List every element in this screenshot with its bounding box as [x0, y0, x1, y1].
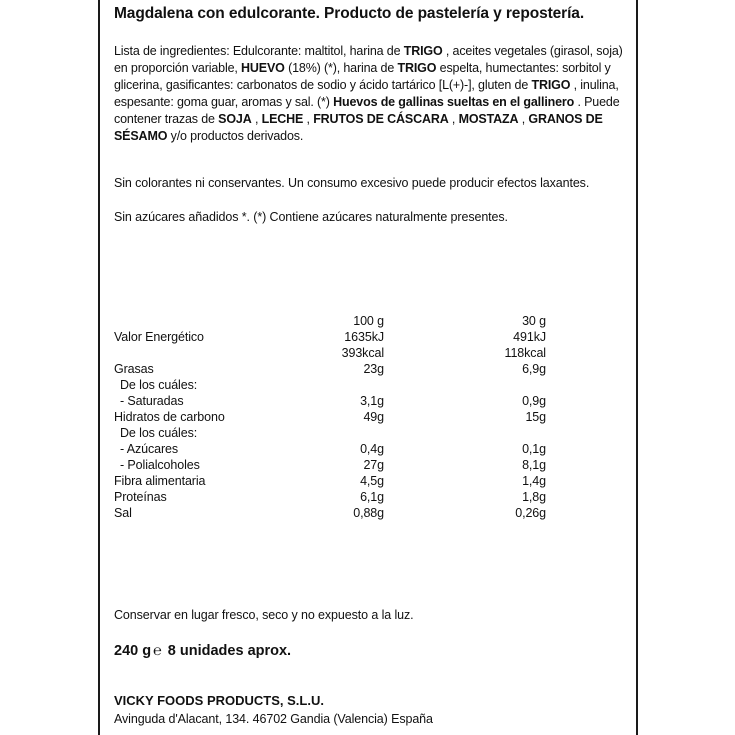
nutrient-label: De los cuáles: — [120, 378, 198, 392]
weight-value: 240 g — [114, 643, 152, 659]
nutrient-label: Sal — [114, 506, 132, 520]
ingredients-text: (18%) (*), harina de — [284, 61, 398, 75]
value-100g: 4,5g — [360, 474, 384, 488]
trace-soja: SOJA — [218, 112, 252, 126]
nutrition-row — [114, 345, 624, 361]
net-weight — [114, 642, 291, 660]
value-100g: 49g — [363, 410, 384, 424]
nutrition-row — [114, 441, 624, 457]
value-30g: 1,8g — [522, 490, 546, 504]
value-100g: 3,1g — [360, 394, 384, 408]
nutrition-row — [114, 473, 624, 489]
storage-instructions: Conservar en lugar fresco, seco y no expuesto a la luz. — [114, 608, 414, 622]
value-100g: 27g — [363, 458, 384, 472]
value-30g: 15g — [525, 410, 546, 424]
nutrition-row — [114, 457, 624, 473]
nutrient-label: Valor Energético — [114, 330, 204, 344]
value-30g: 0,1g — [522, 442, 546, 456]
unit-count: 8 unidades aprox. — [167, 643, 292, 659]
ingredients-list — [114, 43, 624, 145]
allergen-trigo: TRIGO — [397, 61, 437, 75]
nutrient-label: Grasas — [114, 362, 154, 376]
value-30g: 491kJ — [513, 330, 546, 344]
no-additives-note: Sin colorantes ni conservantes. Un consumo excesivo puede producir efectos laxantes. — [114, 176, 590, 190]
nutrition-row — [114, 329, 624, 345]
allergen-trigo: TRIGO — [531, 78, 571, 92]
estimated-sign-icon: ℮ — [153, 643, 162, 659]
nutrition-row — [114, 489, 624, 505]
ingredients-text: espelta, humectantes: sorbitol y glicerina, gasificantes: carbonatos de sodio y ácido tartárico [L(+)-], gluten de — [114, 61, 611, 92]
trace-frutos-cascara: FRUTOS DE CÁSCARA — [313, 112, 449, 126]
ingredients-text: , inulina, espesante: goma guar, aromas y sal. (*) — [114, 78, 619, 109]
nutrition-row — [114, 409, 624, 425]
value-100g: 1635kJ — [344, 330, 384, 344]
value-100g: 0,88g — [353, 506, 384, 520]
nutrition-row — [114, 361, 624, 377]
value-30g: 1,4g — [522, 474, 546, 488]
header-per-100g: 100 g — [353, 314, 384, 328]
product-label — [98, 0, 638, 735]
ingredients-text: , — [303, 112, 314, 126]
nutrient-label: - Saturadas — [120, 394, 184, 408]
value-100g: 23g — [363, 362, 384, 376]
nutrient-label: De los cuáles: — [120, 426, 198, 440]
nutrient-label: Hidratos de carbono — [114, 410, 225, 424]
ingredients-text: , — [448, 112, 459, 126]
ingredients-text: , — [518, 112, 529, 126]
value-30g: 8,1g — [522, 458, 546, 472]
ingredients-text: Lista de ingredientes: Edulcorante: maltitol, harina de — [114, 44, 404, 58]
company-address: Avinguda d'Alacant, 134. 46702 Gandia (Valencia) España — [114, 712, 433, 726]
nutrient-label: Proteínas — [114, 490, 167, 504]
ingredients-text: , aceites vegetales (girasol, soja) en proporción variable, — [114, 44, 623, 75]
trace-sesamo: GRANOS DE SÉSAMO — [114, 112, 603, 143]
nutrition-row — [114, 505, 624, 521]
ingredients-text: y/o productos derivados. — [167, 129, 304, 143]
value-30g: 6,9g — [522, 362, 546, 376]
trace-mostaza: MOSTAZA — [458, 112, 519, 126]
product-title: Magdalena con edulcorante. Producto de pastelería y repostería. — [114, 5, 585, 22]
ingredients-text: . Puede contener trazas de — [114, 95, 620, 126]
nutrition-header — [114, 313, 624, 329]
header-per-30g: 30 g — [522, 314, 546, 328]
value-100g: 6,1g — [360, 490, 384, 504]
no-sugar-note: Sin azúcares añadidos *. (*) Contiene azúcares naturalmente presentes. — [114, 210, 508, 224]
nutrition-row — [114, 425, 624, 441]
allergen-huevo: HUEVO — [241, 61, 285, 75]
allergen-trigo: TRIGO — [403, 44, 443, 58]
value-30g: 118kcal — [504, 346, 546, 360]
value-100g: 0,4g — [360, 442, 384, 456]
value-30g: 0,9g — [522, 394, 546, 408]
nutrient-label: - Polialcoholes — [120, 458, 200, 472]
company-name: VICKY FOODS PRODUCTS, S.L.U. — [114, 693, 324, 708]
trace-leche: LECHE — [261, 112, 304, 126]
ingredients-text: , — [251, 112, 262, 126]
egg-origin-note: Huevos de gallinas sueltas en el gallinero — [333, 95, 575, 109]
value-100g: 393kcal — [341, 346, 384, 360]
nutrition-row — [114, 393, 624, 409]
value-30g: 0,26g — [515, 506, 546, 520]
nutrient-label: Fibra alimentaria — [114, 474, 206, 488]
nutrition-row — [114, 377, 624, 393]
nutrient-label: - Azúcares — [120, 442, 179, 456]
